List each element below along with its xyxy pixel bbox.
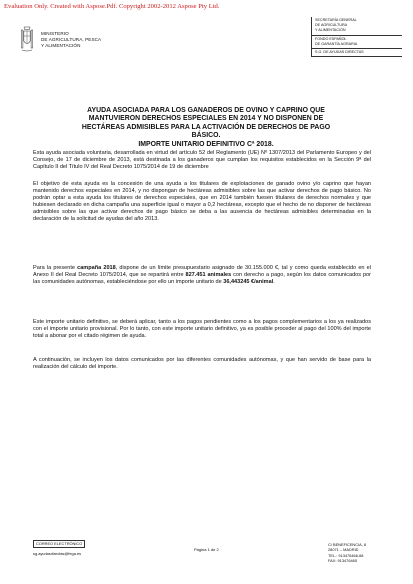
title-line: IMPORTE UNITARIO DEFINITIVO Cª 2018. — [138, 140, 274, 148]
fax-line: FAX: 913476465 — [328, 557, 357, 563]
paragraph-legal-basis: Esta ayuda asociada voluntaria, desarrollada en virtud del artículo 52 del Reglamento (UE) Nº 1307/2013 del Parlamento Europeo y del Consejo, de 17 de diciembre de 2013, está destinada a los ganaderos que cumplan los requisitos establecidos en la Sección 9ª del Capítulo II del Título IV del Real Decreto 1075/2014 de 19 de diciembre — [33, 150, 371, 171]
title-line: AYUDA ASOCIADA PARA LOS GANADEROS DE OVINO Y CAPRINO QUE — [87, 107, 325, 114]
email-address[interactable]: sg.ayudasdirectas@fega.es — [33, 551, 82, 556]
address-line: 28071 – MADRID — [328, 547, 359, 553]
evaluation-watermark: Evaluation Only. Created with Aspose.Pdf. Copyright 2002-2012 Aspose Pty Ltd. — [4, 3, 220, 10]
secretaria-line: Y ALIMENTACIÓN — [315, 28, 346, 33]
secretaria-line: SECRETARÍA GENERAL — [315, 18, 357, 22]
campaign-year: campaña 2018 — [77, 265, 116, 271]
phone-line: TEL.: 913476466-68 — [328, 552, 364, 558]
secretaria-block — [312, 17, 402, 36]
subdireccion-block — [312, 49, 402, 57]
postal-address — [328, 542, 366, 563]
ministry-line: MINISTERIO — [41, 31, 69, 36]
title-line: MANTUVIERON DERECHOS ESPECIALES EN 2014 Y NO DISPONEN DE — [88, 115, 324, 123]
ministry-line: DE AGRICULTURA, PESCA — [41, 37, 102, 43]
fondo-block — [312, 36, 402, 49]
ministry-name — [41, 31, 101, 50]
budget-text: . — [273, 279, 275, 286]
budget-text: Para la presente — [33, 265, 78, 271]
coat-of-arms-logo — [21, 24, 33, 54]
fondo-line: FONDO ESPAÑOL — [315, 36, 347, 41]
department-box — [311, 17, 402, 57]
secretaria-line: DE AGRICULTURA — [315, 23, 348, 28]
ministry-line: Y ALIMENTACIÓN — [41, 43, 81, 49]
fondo-line: DE GARANTÍA AGRARIA — [315, 41, 358, 46]
paragraph-budget — [33, 265, 371, 286]
budget-text: , dispone de un límite presupuestario asignado de 30.155.000 €, tal y como queda establecido en el Anexo II del Real Decreto 1075/2014, que se repartirá entre — [33, 265, 371, 279]
unit-amount: 36,443245 €/animal — [223, 279, 274, 286]
title-line: BÁSICO. — [191, 132, 221, 140]
subdireccion-line: S.G. DE AYUDAS DIRECTAS — [315, 50, 364, 55]
email-label: CORREO ELECTRÓNICO — [33, 540, 85, 548]
budget-text: con derecho a pago, según los datos comunicados por las comunidades autónomas, estableciéndose por ello un importe unitario de — [33, 272, 371, 286]
document-title — [60, 107, 352, 149]
paragraph-payment: Este importe unitario definitivo, se deberá aplicar, tanto a los pagos pendientes como a los pagos complementarios a los ya realizados con el importe unitario provisional. Por lo tanto, con este importe unitario definitivo, ya es posible proceder al pago del 100% del importe total a abonar por el citado régimen de ayuda. — [33, 319, 371, 340]
page-number: Página 1 de 2 — [194, 547, 219, 552]
title-line: HECTÁREAS ADMISIBLES PARA LA ACTIVACIÓN DE DERECHOS DE PAGO — [81, 123, 331, 131]
paragraph-data-intro: A continuación, se incluyen los datos comunicados por las diferentes comunidades autónomas, y que han servido de base para la realización del cálculo del importe. — [33, 357, 371, 371]
address-line: C/ BENEFICENCIA, 8 — [328, 542, 367, 547]
animal-count: 827.451 animales — [185, 272, 232, 279]
paragraph-objective: El objetivo de esta ayuda es la concesión de una ayuda a los titulares de explotaciones de ganado ovino y/o caprino que hayan mantenido derechos especiales en 2014, y no dispongan de hectáreas admisibles sobre las que activar derechos de pago básico. No podrán optar a esta ayuda los titulares de derechos especiales, que en 2014 también fuesen titulares de derechos normales y que hubiesen declarado en dicha campaña una superficie igual o mayor a 0,2 hectáreas, excepto que el hecho de no disponer de hectáreas admisibles sobre las que activar derechos de pago básico se deba a las ausencia de hectáreas admisibles determinadas en la declaración de la solicitud de ayudas del año 2013. — [33, 181, 371, 223]
